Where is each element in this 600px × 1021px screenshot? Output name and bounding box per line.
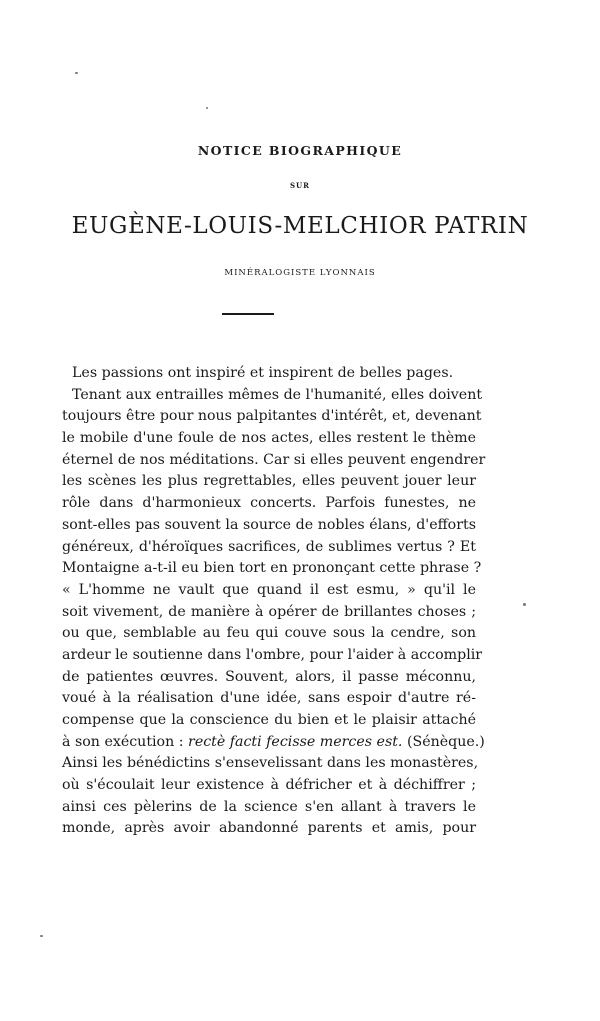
notice-title: NOTICE BIOGRAPHIQUE: [197, 143, 403, 158]
text-line: ou que, semblable au feu qui couve sous la cendre, son: [62, 625, 476, 642]
sur-word: SUR: [290, 181, 310, 190]
text-line: ainsi ces pèlerins de la science s'en allant à travers le: [62, 798, 476, 815]
text-line: de patientes œuvres. Souvent, alors, il passe méconnu,: [62, 668, 476, 685]
text-line: généreux, d'héroïques sacrifices, de sublimes vertus ? Et: [62, 538, 476, 555]
text-line: « L'homme ne vault que quand il est esmu, » qu'il le: [62, 581, 476, 598]
text-line: monde, après avoir abandonné parents et amis, pour: [62, 820, 476, 837]
print-speck: [206, 107, 208, 109]
print-speck: [40, 935, 43, 937]
text-segment: (Sénèque.): [402, 733, 485, 750]
text-line: Montaigne a-t-il eu bien tort en prononçant cette phrase ?: [62, 560, 482, 577]
text-line: les scènes les plus regrettables, elles peuvent jouer leur: [62, 473, 476, 490]
text-line: [62, 732, 485, 754]
print-speck: [523, 603, 526, 606]
subject-name: EUGÈNE-LOUIS-MELCHIOR PATRIN: [71, 213, 529, 239]
body-text: [62, 363, 486, 840]
text-line: Les passions ont inspiré et inspirent de belles pages.: [72, 365, 454, 381]
text-line: rôle dans d'harmonieux concerts. Parfois funestes, ne: [62, 495, 476, 512]
text-line: Tenant aux entrailles mêmes de l'humanité, elles doivent: [72, 386, 483, 403]
text-line: compense que la conscience du bien et le plaisir attaché: [62, 712, 476, 728]
text-line: Ainsi les bénédictins s'ensevelissant dans les monastères,: [62, 755, 479, 772]
text-line: voué à la réalisation d'une idée, sans espoir d'autre ré-: [62, 690, 476, 707]
latin-quote: rectè facti fecisse merces est.: [188, 733, 403, 750]
print-speck: [75, 72, 78, 74]
text-line: où s'écoulait leur existence à défricher et à déchiffrer ;: [62, 777, 476, 794]
text-segment: à son exécution :: [62, 733, 189, 750]
text-line: toujours être pour nous palpitantes d'intérêt, et, devenant: [62, 408, 482, 425]
subject-subtitle: MINÉRALOGISTE LYONNAIS: [224, 268, 376, 278]
title-rule: [222, 313, 274, 315]
text-line: ardeur le soutienne dans l'ombre, pour l'aider à accomplir: [62, 646, 483, 663]
text-line: soit vivement, de manière à opérer de brillantes choses ;: [62, 603, 476, 620]
text-line: sont-elles pas souvent la source de nobles élans, d'efforts: [62, 516, 476, 533]
text-line: éternel de nos méditations. Car si elles peuvent engendrer: [62, 451, 486, 468]
text-line: le mobile d'une foule de nos actes, elles restent le thème: [62, 430, 476, 447]
